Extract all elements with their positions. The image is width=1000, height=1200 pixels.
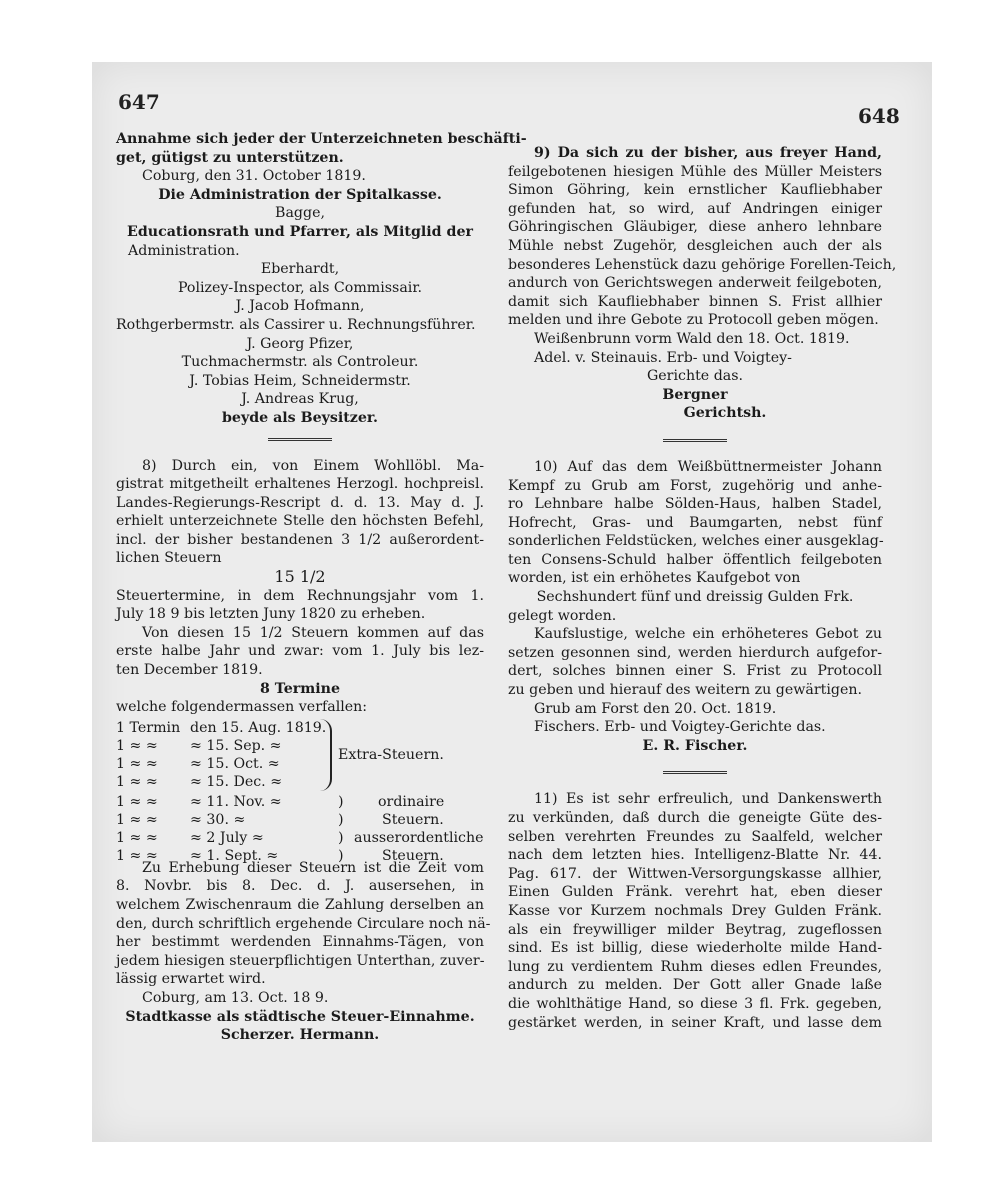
signer-title: beyde als Beysitzer. (222, 409, 378, 426)
text-line: Landes-Regierungs-Rescript d. d. 13. May d. J. (116, 494, 484, 511)
page-number-left: 647 (118, 90, 160, 114)
text-line: die wohlthätige Hand, so diese 3 fl. Frk. gegeben, (508, 995, 882, 1012)
extra-steuern-label: Extra-Steuern. (338, 746, 444, 763)
text-line: Pag. 617. der Wittwen-Versorgungskasse allhier, (508, 865, 882, 882)
page-number-right: 648 (858, 104, 900, 128)
text-line: Kasse vor Kurzem nochmals Drey Gulden Fränk. (508, 902, 882, 919)
text-line: incl. der bisher bestandenen 3 1/2 außerordent- (116, 531, 484, 548)
brace-icon: ) (338, 811, 344, 828)
text-line: lung zu verdientem Ruhm dieses edlen Freundes, (508, 958, 882, 975)
text-line: zu geben und hierauf des weitern zu gewärtigen. (508, 682, 863, 699)
signer-name: J. Tobias Heim, Schneidermstr. (189, 372, 411, 389)
text-line: Von diesen 15 1/2 Steuern kommen auf das (142, 624, 484, 641)
text-line: Annahme sich jeder der Unterzeichneten beschäfti- (116, 131, 527, 147)
termine-date: ≈ 15. Oct. ≈ (190, 755, 280, 772)
text-line: zu verkünden, daß durch die geneigte Güte des- (508, 810, 882, 826)
text-line: erhielt unterzeichnete Stelle den höchsten Befehl, (116, 513, 484, 530)
signer-name: J. Jacob Hofmann, (235, 298, 365, 315)
termine-quantity: 1 ≈ ≈ (116, 847, 158, 864)
text-line: ten December 1819. (116, 662, 263, 679)
termine-table (116, 719, 484, 864)
text-line: sonderlichen Feldstücken, welches einer ausgeklag- (508, 533, 884, 550)
left-column (116, 130, 527, 1045)
signer-title: Rothgerbermstr. als Cassirer u. Rechnungsführer. (116, 316, 476, 333)
text-line: Göhringischen Gläubiger, diese anhero lehnbare (508, 219, 882, 236)
termine-quantity: 1 ≈ ≈ (116, 737, 158, 754)
text-line: worden, ist ein erhöhetes Kaufgebot von (508, 570, 801, 587)
signer-name: Bergner (662, 386, 728, 403)
text-line: andurch zu melden. Der Gott aller Gnade laße (508, 977, 882, 994)
text-line: 8. Novbr. bis 8. Dec. d. J. ausersehen, in (116, 878, 484, 895)
termine-date: ≈ 1. Sept. ≈ (190, 847, 279, 864)
heading: Die Administration der Spitalkasse. (158, 186, 442, 203)
termine-date: ≈ 11. Nov. ≈ (190, 793, 282, 810)
text-line: als ein freywilliger milder Beytrag, zugeflossen (508, 921, 882, 938)
signer-title: Gerichtsh. (683, 405, 767, 422)
text-line: gistrat mitgetheilt erhaltenes Herzogl. hochpreisl. (116, 476, 484, 493)
signer-name: Bagge, (275, 205, 325, 222)
brace-icon: ) (338, 793, 344, 810)
signer-title: Educationsrath und Pfarrer, als Mitglid der (127, 223, 473, 240)
text-line: sind. Es ist billig, diese wiederholte milde Hand- (508, 940, 882, 957)
text-line: Hofrecht, Gras- und Baumgarten, nebst fünf (508, 514, 882, 531)
signer-title: Tuchmachermstr. als Controleur. (181, 354, 419, 371)
text-line: ten Consens-Schuld halber öffentlich feilgeboten (508, 551, 882, 568)
signer-title: Adel. v. Steinauis. Erb- und Voigtey- (534, 349, 792, 366)
signer-name: E. R. Fischer. (642, 737, 748, 754)
ausserordentliche-label: ausserordentliche (354, 829, 484, 846)
text-line: damit sich Kaufliebhaber binnen S. Frist allhier (508, 293, 882, 310)
signer-title: Administration. (128, 242, 240, 259)
text-line: selben verehrten Freundes zu Saalfeld, welcher (508, 828, 882, 845)
text-line: 9) Da sich zu der bisher, aus freyer Hand, (534, 145, 882, 161)
text-line: ro Lehnbare halbe Sölden-Haus, halben Stadel, (508, 496, 882, 513)
termine-date: ≈ 30. ≈ (190, 811, 246, 828)
signer-title: Gerichte das. (646, 368, 744, 385)
text-line: 10) Auf das dem Weißbüttnermeister Johann (534, 458, 882, 475)
text-line: nach dem letzten hies. Intelligenz-Blatte Nr. 44. (508, 847, 882, 864)
text-line: setzen gesonnen sind, werden hierdurch aufgefor- (508, 644, 882, 661)
ordinaire-label: ordinaire (378, 793, 445, 810)
text-line: lässig erwartet wird. (116, 971, 266, 988)
text-line: July 18 9 bis letzten Juny 1820 zu erheben. (116, 606, 426, 623)
section-divider (663, 771, 727, 774)
signer-name: Scherzer. Hermann. (220, 1027, 380, 1044)
signer-name: J. Andreas Krug, (241, 391, 359, 408)
dateline: Coburg, den 31. October 1819. (142, 168, 366, 185)
text-line: Einen Gulden Fränk. verehrt hat, eben dieser (508, 884, 882, 901)
text-line: erste halbe Jahr und zwar: vom 1. July bis lez- (116, 643, 484, 660)
section-divider (663, 439, 727, 442)
section-divider (268, 438, 332, 441)
text-line: gestärket werden, in seiner Kraft, und lasse dem (508, 1014, 882, 1031)
text-line: feilgebotenen hiesigen Mühle des Müller Meisters (508, 163, 882, 180)
text-line: jedem hiesigen steuerpflichtigen Unterthan, zuver- (116, 952, 485, 969)
termine-intro: welche folgendermassen verfallen: (116, 699, 368, 716)
signer-title: Stadtkasse als städtische Steuer-Einnahme. (125, 1008, 475, 1025)
brace-icon: ) (338, 847, 344, 864)
termine-date: den 15. Aug. 1819. (190, 719, 327, 736)
text-line: welchem Zwischenraum die Zahlung derselben an (116, 897, 484, 913)
termine-quantity: 1 ≈ ≈ (116, 829, 158, 846)
brace-icon: ) (338, 829, 344, 846)
termine-date: ≈ 2 July ≈ (190, 829, 264, 846)
termine-date: ≈ 15. Sep. ≈ (190, 737, 282, 754)
text-line: Steuertermine, in dem Rechnungsjahr vom 1. (116, 587, 484, 604)
steuern-label: Steuern. (382, 811, 444, 828)
text-line: besonderes Lehenstück dazu gehörige Forellen-Teich, (508, 256, 897, 273)
text-line: melden und ihre Gebote zu Protocoll geben mögen. (508, 312, 879, 329)
text-line: Zu Erhebung dieser Steuern ist die Zeit vom (142, 859, 484, 876)
steuern-label: Steuern. (382, 847, 444, 864)
dateline: Coburg, am 13. Oct. 18 9. (142, 989, 329, 1006)
termine-heading: 8 Termine (260, 680, 340, 697)
text-line: 11) Es ist sehr erfreulich, und Dankenswerth (534, 791, 882, 808)
dateline: Grub am Forst den 20. Oct. 1819. (534, 700, 777, 717)
signer-title: Fischers. Erb- und Voigtey-Gerichte das. (534, 719, 826, 736)
text-line: gelegt worden. (508, 607, 617, 624)
termine-date: ≈ 15. Dec. ≈ (190, 773, 283, 790)
text-line: 8) Durch ein, von Einem Wohllöbl. Ma- (142, 457, 484, 474)
signer-name: J. Georg Pfizer, (246, 335, 354, 352)
text-line: her bestimmt werdenden Einnahms-Tägen, von (116, 934, 484, 951)
signer-title: Polizey-Inspector, als Commissair. (177, 279, 423, 296)
termine-quantity: 1 Termin (116, 719, 181, 736)
termine-quantity: 1 ≈ ≈ (116, 755, 158, 772)
text-line: get, gütigst zu unterstützen. (116, 149, 344, 166)
signer-name: Eberhardt, (260, 261, 340, 278)
text-line: gefunden hat, so wird, auf Andringen einiger (508, 200, 882, 217)
text-line: dert, solches binnen einer S. Frist zu Protocoll (508, 663, 882, 680)
termine-quantity: 1 ≈ ≈ (116, 773, 158, 790)
brace-icon (318, 719, 332, 791)
text-line: den, durch schriftlich ergehende Circulare noch nä- (116, 915, 491, 932)
text-line: Simon Göhring, kein ernstlicher Kaufliebhaber (508, 182, 882, 199)
fraction-heading: 15 1/2 (274, 567, 326, 587)
right-column (508, 144, 897, 1032)
text-line: Kempf zu Grub am Forst, zugehörig und anhe- (508, 477, 882, 494)
dateline: Weißenbrunn vorm Wald den 18. Oct. 1819. (534, 330, 850, 347)
text-line: Mühle nebst Zugehör, desgleichen auch der als (508, 237, 882, 254)
termine-quantity: 1 ≈ ≈ (116, 793, 158, 810)
text-line: andurch von Gerichtswegen anderweit feilgeboten, (508, 275, 882, 292)
text-line: lichen Steuern (116, 550, 222, 567)
termine-quantity: 1 ≈ ≈ (116, 811, 158, 828)
text-line: Kaufslustige, welche ein erhöheteres Gebot zu (534, 626, 882, 643)
amount-line: Sechshundert fünf und dreissig Gulden Frk. (536, 589, 854, 606)
